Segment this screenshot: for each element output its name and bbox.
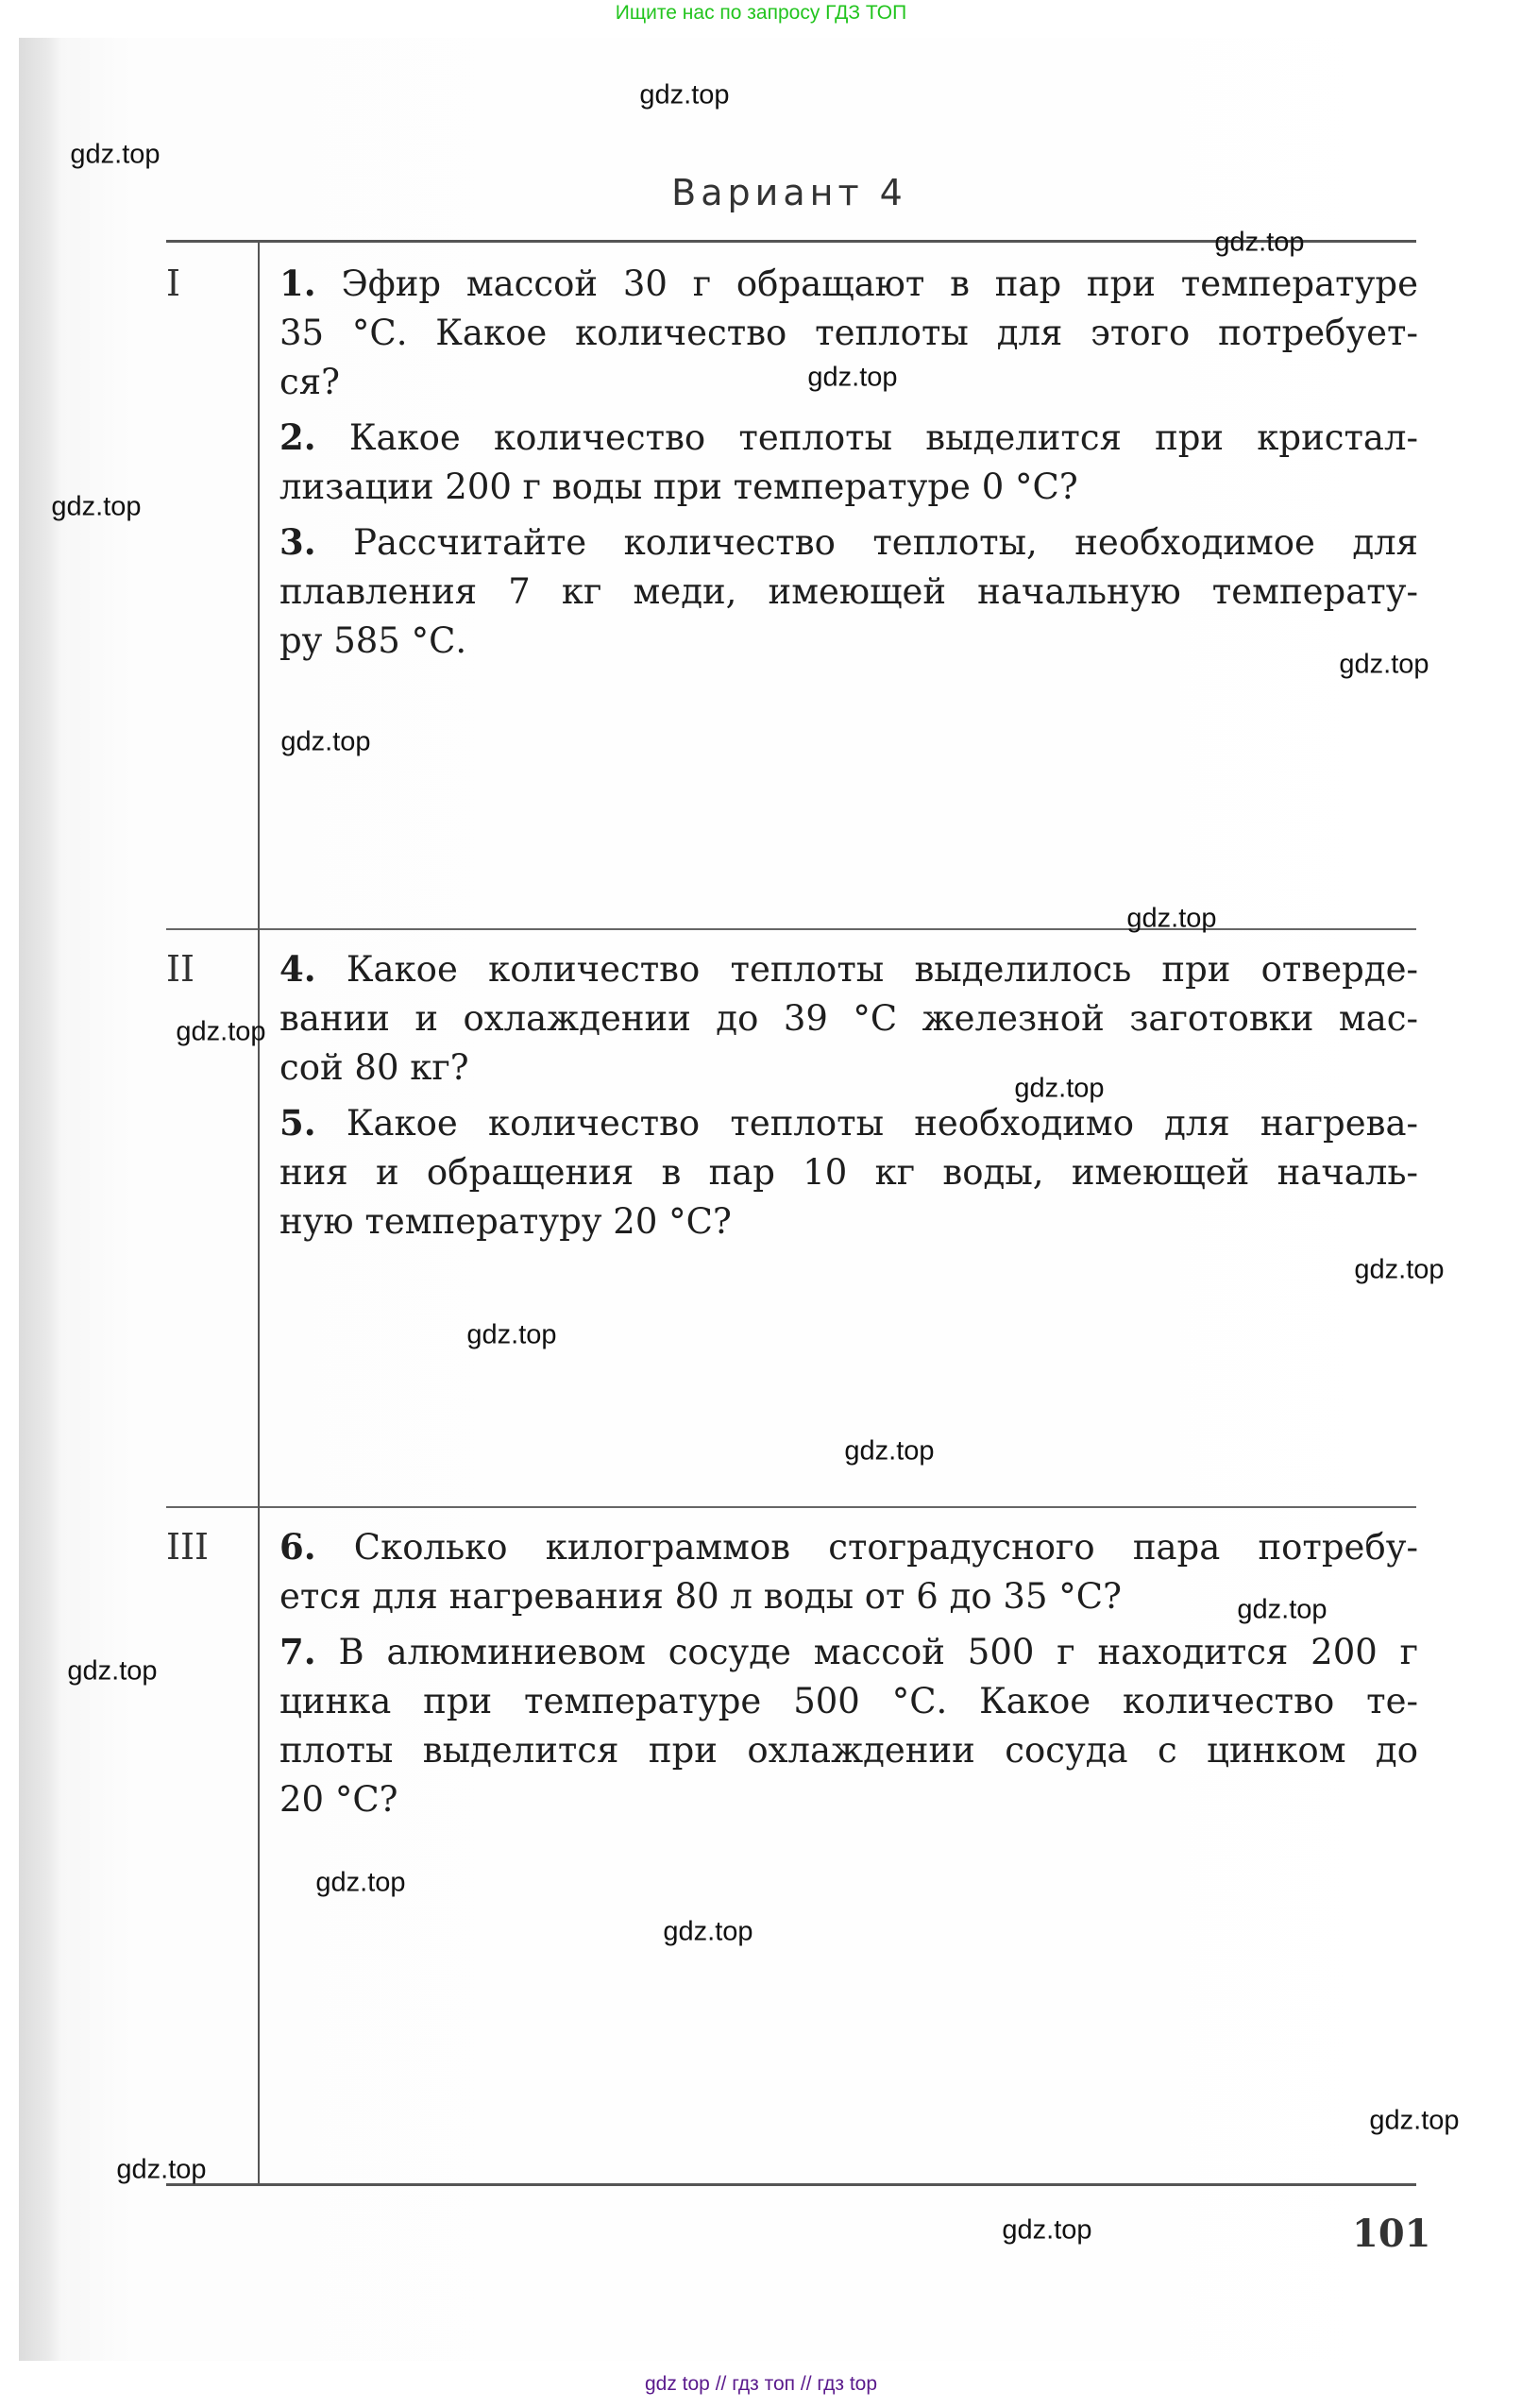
watermark: gdz.top	[1002, 2214, 1092, 2246]
question-line	[279, 1098, 1418, 1148]
question-line	[279, 944, 1418, 994]
watermark: gdz.top	[844, 1435, 935, 1467]
question-line	[279, 617, 1418, 666]
question-text: 20 °С?	[279, 1779, 398, 1820]
bottom-rule	[166, 2183, 1416, 2186]
watermark: gdz.top	[639, 79, 730, 110]
question-text: Сколько килограммов стоградусного пара потребу-	[353, 1527, 1418, 1568]
question-text: Какое количество теплоты необходимо для нагрева-	[346, 1103, 1419, 1144]
question-number: 6.	[279, 1526, 316, 1568]
question-text: В алюминиевом сосуде массой 500 г находится 200 г	[338, 1632, 1419, 1672]
section-numeral: II	[166, 948, 195, 990]
question-text: ся?	[279, 362, 340, 402]
question-number: 7.	[279, 1631, 316, 1672]
watermark: gdz.top	[116, 2154, 207, 2185]
section-numeral: I	[166, 263, 181, 304]
watermark: gdz.top	[1369, 2105, 1460, 2136]
question-line	[279, 517, 1418, 568]
question-text: вании и охлаждении до 39 °С железной заготовки мас-	[279, 998, 1418, 1039]
watermark: gdz.top	[466, 1319, 557, 1350]
question-number: 2.	[279, 416, 316, 458]
question-text: цинка при температуре 500 °С. Какое количество те-	[279, 1681, 1418, 1721]
footer-links[interactable]: gdz top // гдз топ // гдз top	[644, 2373, 878, 2395]
question-text: Эфир массой 30 г обращают в пар при температуре	[341, 263, 1418, 304]
question-text: ния и обращения в пар 10 кг воды, имеющей началь-	[279, 1152, 1418, 1193]
section-divider	[166, 928, 1416, 930]
question-line	[279, 1197, 1418, 1246]
question-line	[279, 1677, 1418, 1726]
question-line	[279, 1627, 1418, 1677]
question-line	[279, 1522, 1418, 1572]
question-line	[279, 1726, 1418, 1775]
question-line	[279, 413, 1418, 463]
watermark: gdz.top	[1339, 649, 1429, 680]
page-title: Вариант 4	[671, 172, 907, 213]
question-text: плоты выделится при охлаждении сосуда с цинком до	[279, 1730, 1418, 1771]
question	[279, 944, 1418, 1093]
question-line	[279, 463, 1418, 512]
question-line	[279, 259, 1418, 309]
section-divider	[166, 1506, 1416, 1508]
column-divider	[258, 241, 260, 2184]
watermark: gdz.top	[663, 1916, 753, 1947]
watermark: gdz.top	[176, 1016, 266, 1047]
watermark: gdz.top	[1214, 227, 1305, 258]
question-number: 3.	[279, 521, 316, 563]
page-number: 101	[1352, 2212, 1431, 2256]
question	[279, 1627, 1418, 1824]
question-block	[279, 259, 1418, 671]
question-text: лизации 200 г воды при температуре 0 °С?	[279, 466, 1078, 507]
question-line	[279, 1148, 1418, 1197]
question-text: ную температуру 20 °С?	[279, 1201, 732, 1242]
question	[279, 517, 1418, 666]
question-line	[279, 1043, 1418, 1093]
question-number: 4.	[279, 948, 316, 990]
watermark: gdz.top	[1014, 1073, 1105, 1104]
question-line	[279, 568, 1418, 617]
watermark: gdz.top	[280, 726, 371, 757]
question-number: 1.	[279, 263, 316, 304]
watermark: gdz.top	[315, 1867, 406, 1898]
question	[279, 413, 1418, 512]
question-text: Какое количество теплоты выделится при кристал-	[348, 417, 1418, 458]
question-line	[279, 994, 1418, 1043]
question-block	[279, 944, 1418, 1252]
question-line	[279, 1775, 1418, 1824]
question-line	[279, 309, 1418, 358]
question-number: 5.	[279, 1102, 316, 1144]
watermark: gdz.top	[1126, 903, 1217, 934]
question-text: 35 °С. Какое количество теплоты для этого потребует-	[279, 313, 1418, 353]
question	[279, 1098, 1418, 1246]
watermark: gdz.top	[1237, 1594, 1328, 1625]
question-text: ру 585 °С.	[279, 620, 467, 661]
question-text: Какое количество теплоты выделилось при отверде-	[346, 949, 1418, 990]
watermark: gdz.top	[1354, 1254, 1445, 1285]
question-block	[279, 1522, 1418, 1830]
section-numeral: III	[166, 1526, 210, 1568]
watermark: gdz.top	[70, 139, 161, 170]
question-text: ется для нагревания 80 л воды от 6 до 35 °С?	[279, 1576, 1122, 1617]
watermark: gdz.top	[67, 1655, 158, 1687]
watermark: gdz.top	[807, 362, 898, 393]
question-text: Рассчитайте количество теплоты, необходимое для	[353, 522, 1418, 563]
question-text: сой 80 кг?	[279, 1047, 469, 1088]
question-text: плавления 7 кг меди, имеющей начальную температу-	[279, 571, 1418, 612]
search-banner[interactable]: Ищите нас по запросу ГДЗ ТОП	[615, 2, 907, 24]
watermark: gdz.top	[51, 491, 142, 522]
